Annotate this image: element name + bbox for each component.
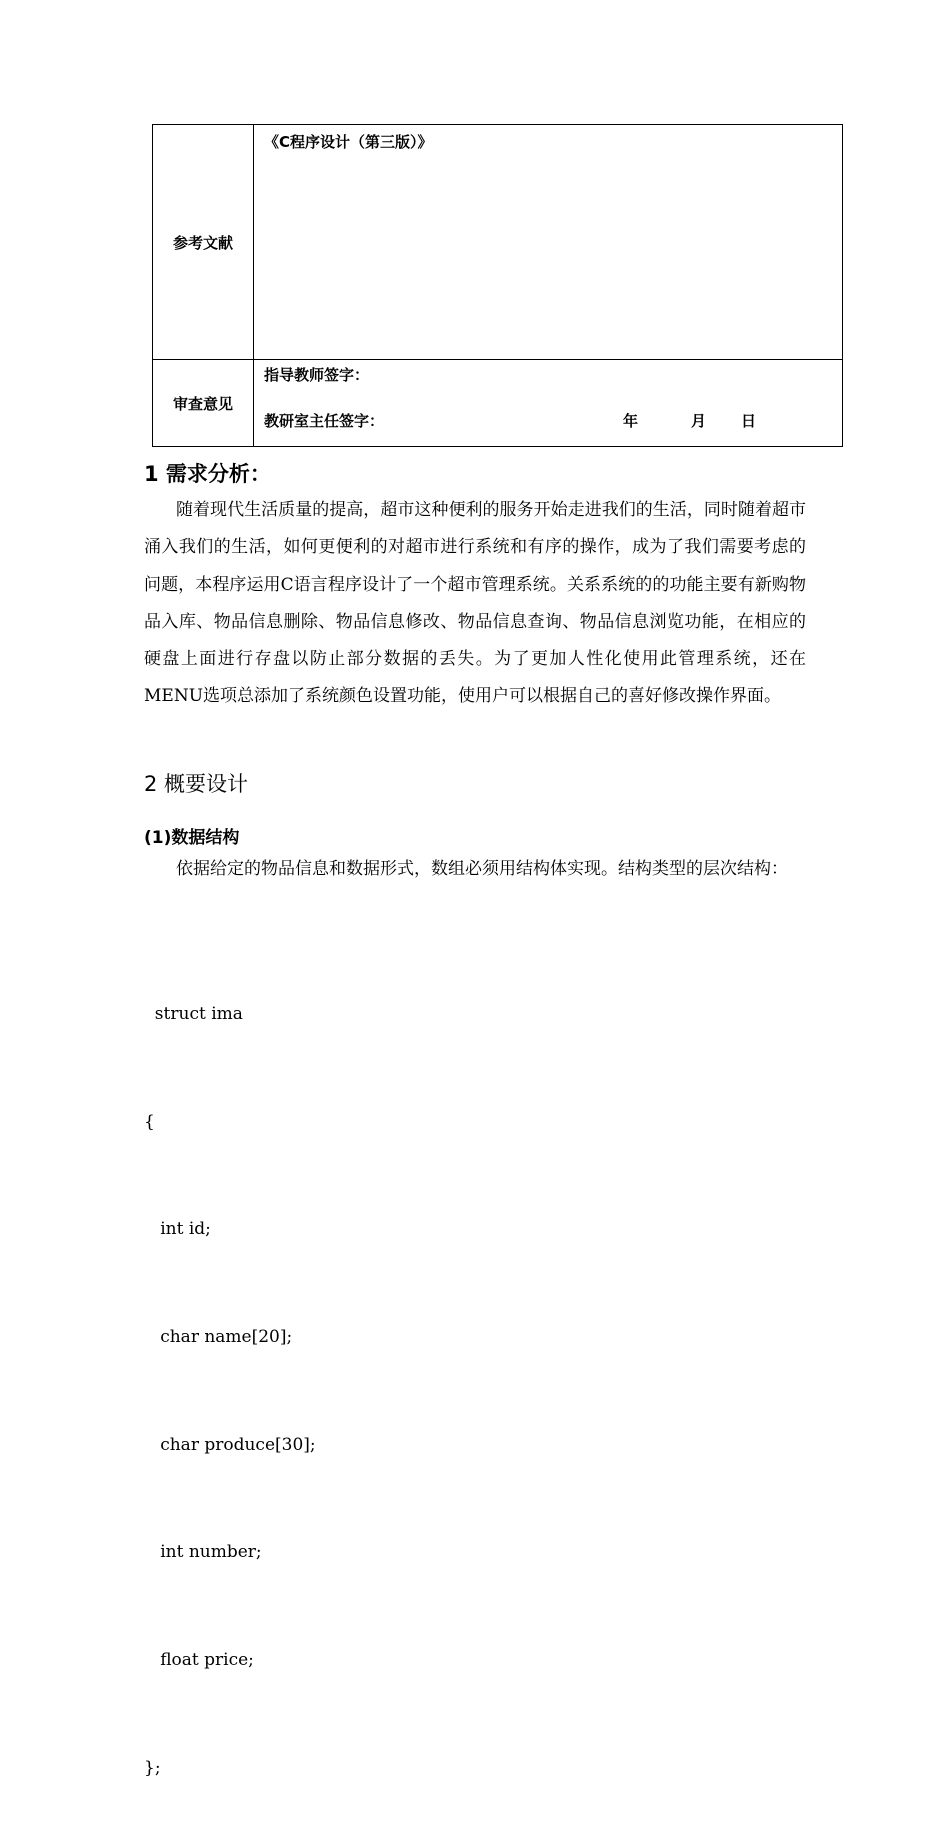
struct-code-block [144,925,316,1823]
references-row [153,125,843,360]
references-label: 参考文献 [153,125,254,360]
section-1-paragraph: 随着现代生活质量的提高，超市这种便利的服务开始走进我们的生活，同时随着超市涌入我们的生活，如何更便利的对超市进行系统和有序的操作，成为了我们需要考虑的问题，本程序运用C语言程序设计了一个超市管理系统。关系系统的的功能主要有新购物品入库、物品信息删除、物品信息修改、物品信息查询、物品信息浏览功能，在相应的硬盘上面进行存盘以防止部分数据的丢失。为了更加人性化使用此管理系统，还在MENU选项总添加了系统颜色设置功能，使用户可以根据自己的喜好修改操作界面。 [144,500,806,707]
director-signature-label: 教研室主任签字： [264,412,385,430]
course-design-form-table [152,124,843,447]
date-month: 月 [691,412,707,430]
references-text: 《C程序设计（第三版）》 [264,133,433,151]
code-line: }; [144,1757,161,1778]
code-line: int number; [144,1542,262,1563]
references-cell [254,125,843,360]
date-day: 日 [741,412,757,430]
review-cell [254,360,843,447]
advisor-signature-line [254,363,842,387]
code-line: float price; [144,1650,254,1671]
review-label: 审查意见 [153,360,254,447]
section-1-title: 1 需求分析： [144,462,271,486]
code-line: char name[20]; [144,1326,293,1347]
code-line: { [144,1111,155,1132]
subsection-data-structure-title: (1)数据结构 [144,828,240,848]
section-2-title: 2 概要设计 [144,772,249,796]
code-line: struct ima [144,1003,243,1024]
advisor-signature-label: 指导教师签字： [264,366,370,384]
section-2-paragraph: 依据给定的物品信息和数据形式，数组必须用结构体实现。结构类型的层次结构： [176,859,788,879]
code-line: int id; [144,1219,211,1240]
code-line: char produce[30]; [144,1434,316,1455]
review-row [153,360,843,447]
date-year: 年 [623,412,639,430]
director-signature-line [254,409,842,433]
